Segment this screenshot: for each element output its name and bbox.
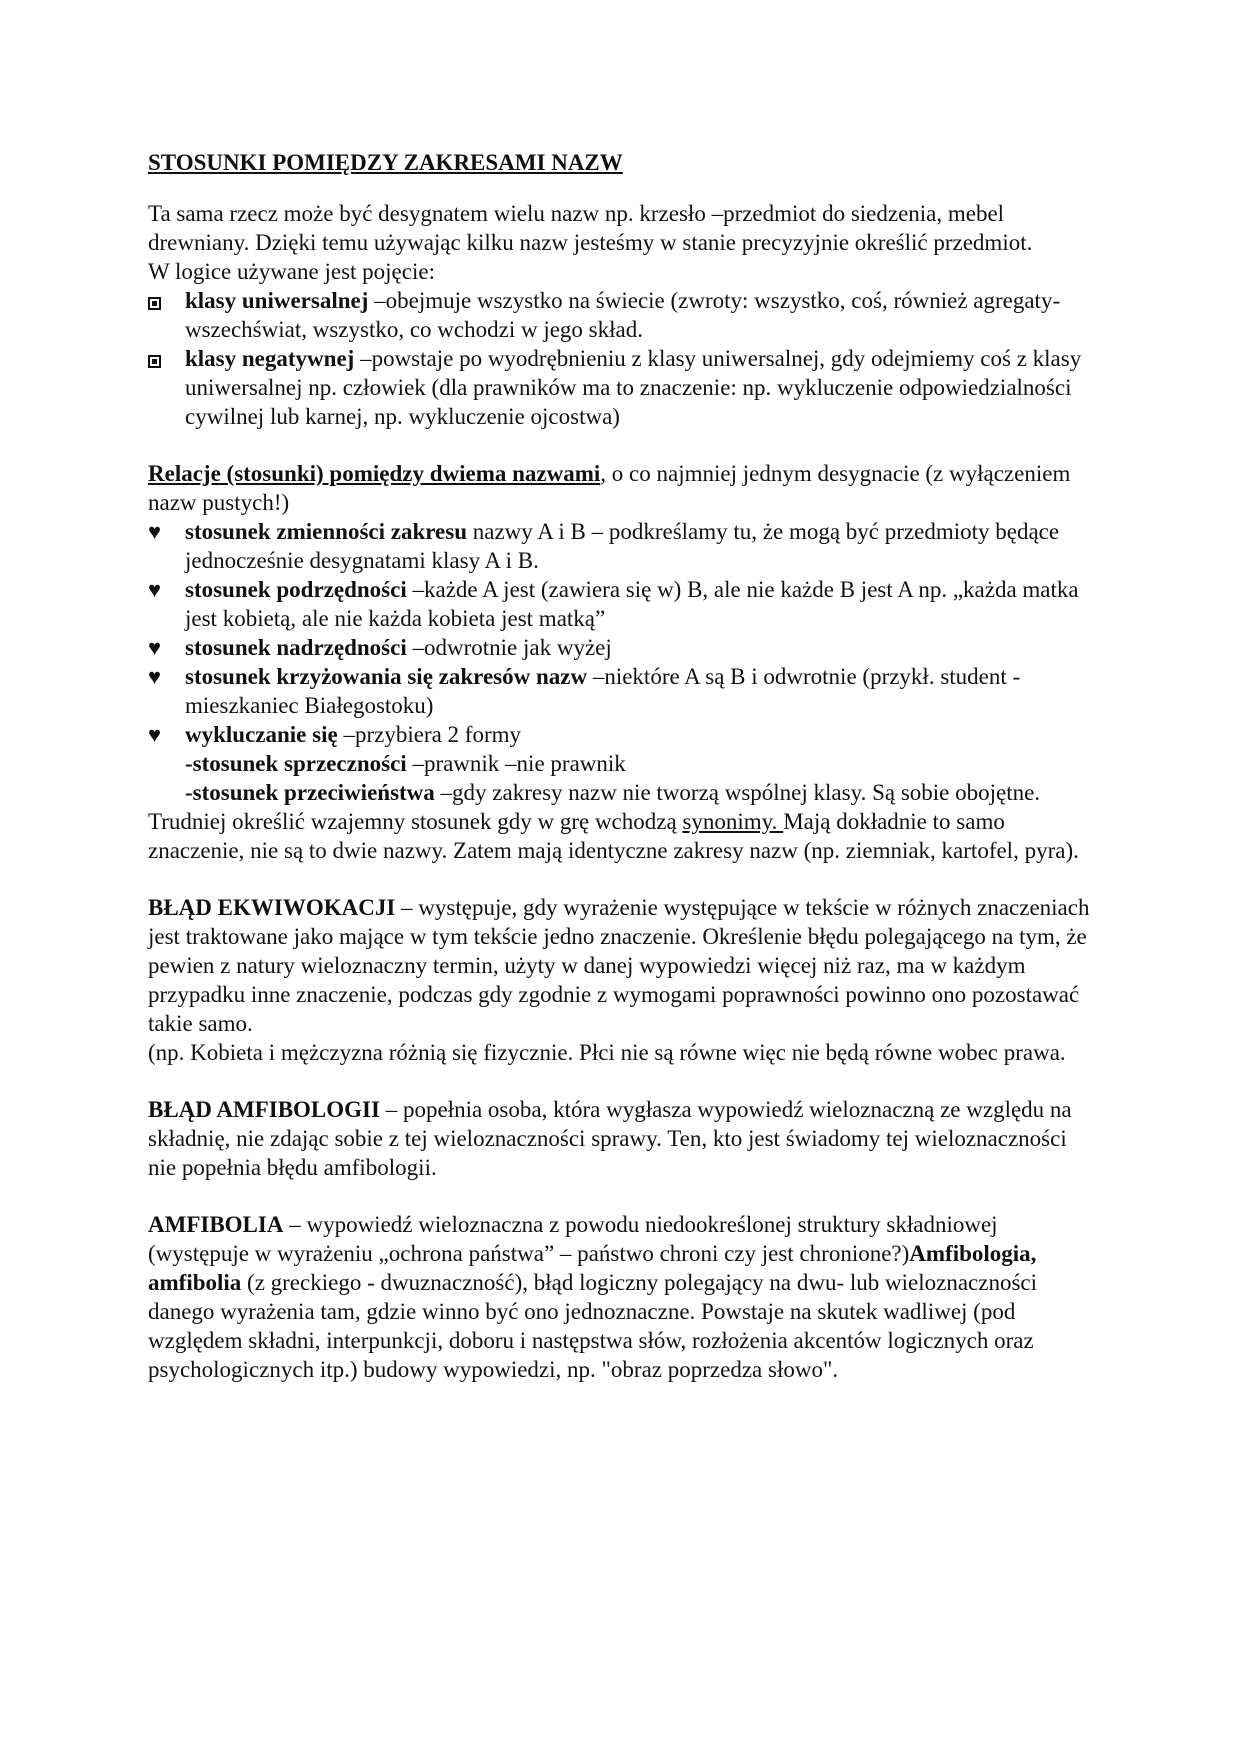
ekwiwokacja-paragraph [148,893,1093,1038]
relations-list [148,517,1093,749]
heart-bullet-icon: ♥ [148,664,162,689]
amfibologia-paragraph [148,1095,1093,1182]
heart-bullet-icon: ♥ [148,635,162,660]
square-bullet-icon [148,344,178,373]
relation-term: stosunek krzyżowania się zakresów nazw [185,664,588,689]
sub-item [148,749,1093,778]
synonyms-text-before: Trudniej określić wzajemny stosunek gdy w grę wchodzą [148,809,683,834]
sub-item-description: –prawnik –nie prawnik [406,751,626,776]
square-bullet-icon [148,286,178,315]
heart-bullet-icon: ♥ [148,577,162,602]
sub-item-term: -stosunek sprzeczności [185,751,407,776]
list-item [148,633,1093,662]
amfibolia-term-2: Amfibologia, amfibolia [148,1241,1037,1295]
relations-heading: Relacje (stosunki) pomiędzy dwiema nazwami [148,461,601,486]
relations-heading-rest: , o co najmniej jednym desygnacie (z wyłączeniem nazw pustych!) [148,461,1071,515]
relation-description: –przybiera 2 formy [337,722,521,747]
ekwiwokacja-description: – występuje, gdy wyrażenie występujące w tekście w różnych znaczeniach jest traktowane jako mające w tym tekście jedno znaczenie. Określenie błędu polegającego na tym, że pewien z natury wieloznaczny termin, użyty w danej wypowiedzi więcej niż raz, ma w każdym przypadku inne znaczenie, podczas gdy zgodnie z wymogami poprawności powinno ono pozostawać takie samo. [148,895,1090,1036]
list-item [148,517,1093,575]
list-item [148,720,1093,749]
list-item [148,344,1093,431]
relation-description: –niektóre A są B i odwrotnie (przykł. student - mieszkaniec Białegostoku) [185,664,1021,718]
ekwiwokacja-term: BŁĄD EKWIWOKACJI [148,895,396,920]
heart-bullet-icon: ♥ [148,519,162,544]
list-item [148,662,1093,720]
document-page [148,148,1093,1384]
intro-paragraph: Ta sama rzecz może być desygnatem wielu nazw np. krzesło –przedmiot do siedzenia, mebel drewniany. Dzięki temu używając kilku nazw jesteśmy w stanie precyzyjnie określić przedmiot. [148,201,1033,255]
list-item [148,286,1093,344]
sub-item-description: –gdy zakresy nazw nie tworzą wspólnej klasy. Są sobie obojętne. [434,780,1041,805]
sub-item-term: -stosunek przeciwieństwa [185,780,435,805]
intro-concept-line: W logice używane jest pojęcie: [148,259,435,284]
relation-description: nazwy A i B – podkreślamy tu, że mogą być przedmioty będące jednocześnie desygnatami klasy A i B. [185,519,1060,573]
relation-description: –każde A jest (zawiera się w) B, ale nie każde B jest A np. „każda matka jest kobietą, ale nie każda kobieta jest matką” [185,577,1079,631]
amfibolia-term: AMFIBOLIA [148,1212,284,1237]
amfibolia-paragraph [148,1210,1093,1384]
document-title: STOSUNKI POMIĘDZY ZAKRESAMI NAZW [148,150,623,175]
list-item [148,575,1093,633]
ekwiwokacja-example: (np. Kobieta i mężczyzna różnią się fizycznie. Płci nie są równe więc nie będą równe wobec prawa. [148,1040,1066,1065]
class-description: –obejmuje wszystko na świecie (zwroty: wszystko, coś, również agregaty-wszechświat, wszystko, co wchodzi w jego skład. [185,288,1061,342]
relation-term: stosunek podrzędności [185,577,407,602]
amfibolia-description: – wypowiedź wieloznaczna z powodu niedookreślonej struktury składniowej (występuje w wyrażeniu „ochrona państwa” – państwo chroni czy jest chronione?) [148,1212,998,1266]
relation-description: –odwrotnie jak wyżej [406,635,612,660]
relation-term: stosunek zmienności zakresu [185,519,467,544]
relation-term: stosunek nadrzędności [185,635,407,660]
sub-item [148,778,1093,807]
relations-heading-paragraph [148,459,1093,517]
synonyms-paragraph [148,807,1093,865]
amfibologia-term: BŁĄD AMFIBOLOGII [148,1097,380,1122]
amfibologia-description: – popełnia osoba, która wygłasza wypowiedź wieloznaczną ze względu na składnię, nie zdając sobie z tej wieloznaczności sprawy. Ten, kto jest świadomy tej wieloznaczności nie popełnia błędu amfibologii. [148,1097,1072,1180]
class-term: klasy negatywnej [185,346,355,371]
synonyms-word: synonimy. [682,809,784,834]
amfibolia-description-2: (z greckiego - dwuznaczność), błąd logiczny polegający na dwu- lub wieloznaczności danego wyrażenia tam, gdzie winno być ono jednoznaczne. Powstaje na skutek wadliwej (pod względem składni, interpunkcji, doboru i następstwa słów, rozłożenia akcentów logicznych oraz psychologicznych itp.) budowy wypowiedzi, np. "obraz poprzedza słowo". [148,1270,1038,1382]
synonyms-text-after: Mają dokładnie to samo znaczenie, nie są to dwie nazwy. Zatem mają identyczne zakresy nazw (np. ziemniak, kartofel, pyra). [148,809,1079,863]
classes-list [148,286,1093,431]
relation-term: wykluczanie się [185,722,338,747]
class-term: klasy uniwersalnej [185,288,369,313]
class-description: –powstaje po wyodrębnieniu z klasy uniwersalnej, gdy odejmiemy coś z klasy uniwersalnej np. człowiek (dla prawników ma to znaczenie: np. wykluczenie odpowiedzialności cywilnej lub karnej, np. wykluczenie ojcostwa) [185,346,1082,429]
heart-bullet-icon: ♥ [148,722,162,747]
